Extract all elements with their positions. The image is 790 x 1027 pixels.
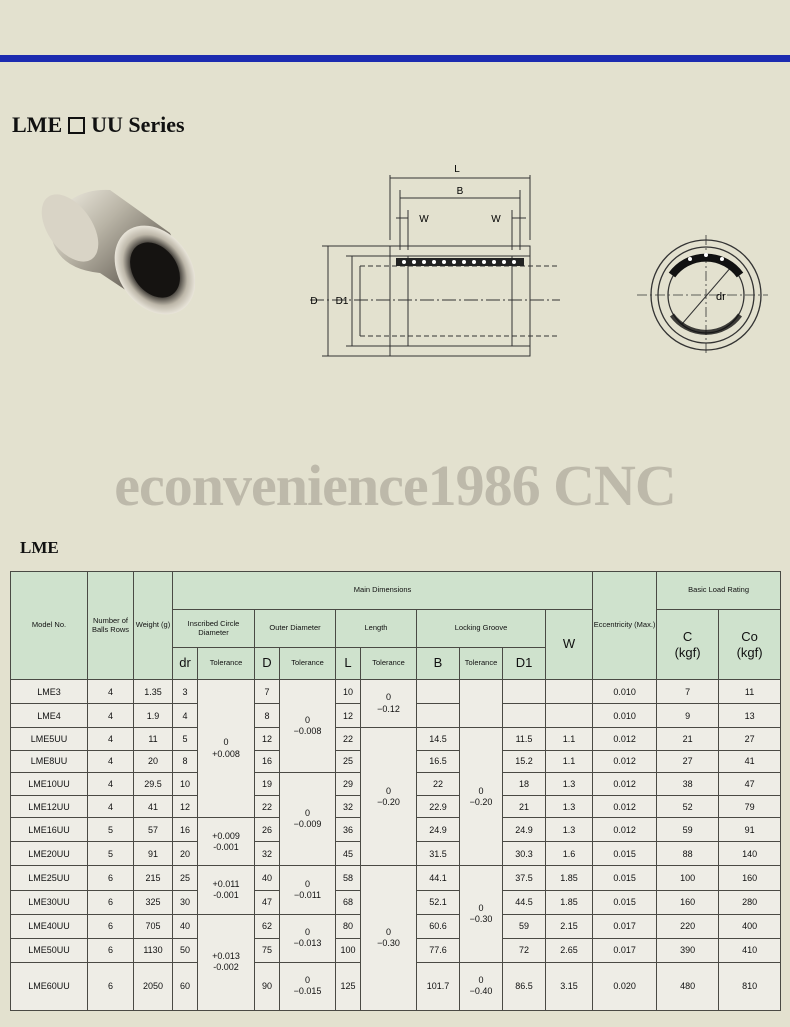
cell-c: 220 — [657, 914, 719, 938]
cell-l: 29 — [336, 773, 361, 796]
cell-model: LME12UU — [11, 795, 88, 818]
cell-d: 47 — [255, 890, 280, 914]
tolerance-upper: 0 — [304, 714, 310, 725]
cell-weight: 29.5 — [134, 773, 173, 796]
cell-c: 160 — [657, 890, 719, 914]
cell-c: 59 — [657, 818, 719, 842]
cell-eccentricity: 0.017 — [593, 914, 657, 938]
tolerance-lower: −0.009 — [293, 819, 322, 830]
tolerance-upper: 0 — [223, 737, 229, 748]
bearing-photo — [30, 178, 195, 323]
cell-co: 79 — [719, 795, 781, 818]
cell-dr: 5 — [173, 728, 198, 751]
cell-c: 38 — [657, 773, 719, 796]
cell-l: 25 — [336, 750, 361, 773]
dim-label-B: B — [456, 186, 464, 197]
cell-d1: 18 — [503, 773, 546, 796]
cell-balls-rows: 4 — [88, 680, 134, 704]
tolerance-dr-cell — [198, 866, 255, 914]
cell-l: 10 — [336, 680, 361, 704]
cell-balls-rows: 6 — [88, 890, 134, 914]
cell-b: 77.6 — [417, 938, 460, 962]
cell-d: 7 — [255, 680, 280, 704]
header-length: Length — [336, 610, 417, 648]
cell-l: 80 — [336, 914, 361, 938]
header-dr: dr — [173, 648, 198, 680]
cell-balls-rows: 4 — [88, 728, 134, 751]
cell-co: 41 — [719, 750, 781, 773]
cell-w: 1.6 — [546, 842, 593, 866]
cell-c: 52 — [657, 795, 719, 818]
cell-d: 8 — [255, 704, 280, 728]
cell-weight: 57 — [134, 818, 173, 842]
cell-weight: 1.35 — [134, 680, 173, 704]
tolerance-d-cell — [280, 914, 336, 962]
cell-d1: 30.3 — [503, 842, 546, 866]
tolerance-dr-cell — [198, 914, 255, 1010]
cell-balls-rows: 4 — [88, 773, 134, 796]
cell-weight: 91 — [134, 842, 173, 866]
cell-b — [417, 704, 460, 728]
cell-l: 100 — [336, 938, 361, 962]
cell-d1: 59 — [503, 914, 546, 938]
cell-c: 9 — [657, 704, 719, 728]
dim-label-D: D — [310, 296, 318, 307]
cell-d: 62 — [255, 914, 280, 938]
cell-co: 810 — [719, 962, 781, 1010]
cell-b: 22.9 — [417, 795, 460, 818]
tolerance-upper: 0 — [478, 902, 484, 913]
tolerance-b-cell — [460, 680, 503, 728]
series-prefix: LME — [12, 112, 63, 137]
tolerance-upper: +0.009 — [212, 830, 240, 841]
cell-d1: 72 — [503, 938, 546, 962]
dim-label-W-right: W — [491, 214, 501, 225]
cell-co: 140 — [719, 842, 781, 866]
tolerance-lower: −0.015 — [293, 986, 322, 997]
cell-w: 1.1 — [546, 728, 593, 751]
cell-b: 14.5 — [417, 728, 460, 751]
cell-w: 2.15 — [546, 914, 593, 938]
cell-model: LME4 — [11, 704, 88, 728]
dim-label-W-left: W — [419, 214, 429, 225]
cell-l: 125 — [336, 962, 361, 1010]
cell-eccentricity: 0.010 — [593, 680, 657, 704]
cell-eccentricity: 0.012 — [593, 795, 657, 818]
cell-dr: 20 — [173, 842, 198, 866]
header-model: Model No. — [11, 572, 88, 680]
cell-eccentricity: 0.015 — [593, 890, 657, 914]
header-load-rating: Basic Load Rating — [657, 572, 781, 610]
header-inscribed: Inscribed Circle Diameter — [173, 610, 255, 648]
cell-l: 68 — [336, 890, 361, 914]
cell-dr: 60 — [173, 962, 198, 1010]
cell-balls-rows: 4 — [88, 750, 134, 773]
cell-weight: 1.9 — [134, 704, 173, 728]
cell-weight: 215 — [134, 866, 173, 890]
header-w: W — [546, 610, 593, 680]
cell-b: 16.5 — [417, 750, 460, 773]
cell-model: LME40UU — [11, 914, 88, 938]
cell-co: 91 — [719, 818, 781, 842]
cell-b: 31.5 — [417, 842, 460, 866]
header-b: B — [417, 648, 460, 680]
cell-d1: 15.2 — [503, 750, 546, 773]
tolerance-upper: 0 — [304, 975, 310, 986]
tolerance-upper: 0 — [478, 785, 484, 796]
cell-co: 11 — [719, 680, 781, 704]
cell-d1 — [503, 704, 546, 728]
tolerance-lower: −0.20 — [469, 796, 493, 807]
tolerance-dr-cell — [198, 680, 255, 818]
header-co: Co (kgf) — [719, 610, 781, 680]
cell-b: 44.1 — [417, 866, 460, 890]
series-suffix: UU Series — [91, 112, 185, 137]
cell-d: 19 — [255, 773, 280, 796]
tolerance-lower: −0.30 — [469, 914, 493, 925]
cell-weight: 41 — [134, 795, 173, 818]
cell-d1: 24.9 — [503, 818, 546, 842]
cell-eccentricity: 0.012 — [593, 750, 657, 773]
tolerance-lower: -0.002 — [213, 962, 239, 973]
tolerance-upper: 0 — [385, 926, 391, 937]
cell-dr: 30 — [173, 890, 198, 914]
tolerance-d-cell — [280, 962, 336, 1010]
cell-w: 1.3 — [546, 773, 593, 796]
cell-d1: 44.5 — [503, 890, 546, 914]
tolerance-lower: -0.001 — [213, 841, 239, 852]
series-title — [12, 112, 185, 138]
cell-b: 60.6 — [417, 914, 460, 938]
cell-eccentricity: 0.010 — [593, 704, 657, 728]
header-eccentricity: Eccentricity (Max.) — [593, 572, 657, 680]
cell-eccentricity: 0.017 — [593, 938, 657, 962]
cell-b: 22 — [417, 773, 460, 796]
cell-dr: 8 — [173, 750, 198, 773]
cell-d1 — [503, 680, 546, 704]
cell-d: 26 — [255, 818, 280, 842]
cell-eccentricity: 0.012 — [593, 728, 657, 751]
cell-l: 36 — [336, 818, 361, 842]
cell-w: 1.3 — [546, 818, 593, 842]
header-d-tolerance: Tolerance — [280, 648, 336, 680]
cell-c: 7 — [657, 680, 719, 704]
header-balls-rows: Number of Balls Rows — [88, 572, 134, 680]
dim-label-L: L — [454, 164, 460, 175]
dim-label-D1: D1 — [335, 296, 349, 307]
table-row — [11, 866, 781, 890]
dim-label-dr: dr — [716, 291, 726, 303]
cell-model: LME16UU — [11, 818, 88, 842]
tolerance-upper: 0 — [478, 975, 484, 986]
tolerance-lower: +0.008 — [212, 748, 240, 759]
cell-dr: 25 — [173, 866, 198, 890]
cell-c: 21 — [657, 728, 719, 751]
cell-model: LME20UU — [11, 842, 88, 866]
tolerance-l-cell — [361, 680, 417, 728]
cell-d1: 37.5 — [503, 866, 546, 890]
header-c: C (kgf) — [657, 610, 719, 680]
cell-d: 16 — [255, 750, 280, 773]
watermark-text: econvenience1986 CNC — [114, 453, 676, 518]
table-row — [11, 680, 781, 704]
cell-d: 40 — [255, 866, 280, 890]
header-main-dimensions: Main Dimensions — [173, 572, 593, 610]
cell-d: 90 — [255, 962, 280, 1010]
cell-l: 22 — [336, 728, 361, 751]
cell-d1: 86.5 — [503, 962, 546, 1010]
placeholder-box-icon — [68, 117, 85, 134]
tolerance-b-cell — [460, 728, 503, 866]
tolerance-lower: −0.30 — [377, 938, 400, 949]
tolerance-upper: 0 — [385, 785, 391, 796]
cell-b: 52.1 — [417, 890, 460, 914]
cell-l: 32 — [336, 795, 361, 818]
cell-w: 1.85 — [546, 890, 593, 914]
cell-weight: 705 — [134, 914, 173, 938]
tolerance-lower: −0.013 — [293, 938, 322, 949]
cell-eccentricity: 0.012 — [593, 773, 657, 796]
cell-dr: 10 — [173, 773, 198, 796]
cell-balls-rows: 6 — [88, 914, 134, 938]
cell-d: 12 — [255, 728, 280, 751]
cell-w: 3.15 — [546, 962, 593, 1010]
cell-d: 22 — [255, 795, 280, 818]
cell-dr: 4 — [173, 704, 198, 728]
cell-model: LME60UU — [11, 962, 88, 1010]
tolerance-upper: +0.011 — [212, 878, 240, 889]
cell-d1: 11.5 — [503, 728, 546, 751]
cell-c: 27 — [657, 750, 719, 773]
cell-balls-rows: 6 — [88, 962, 134, 1010]
side-view-diagram — [300, 160, 560, 360]
cell-c: 100 — [657, 866, 719, 890]
header-outer: Outer Diameter — [255, 610, 336, 648]
cell-model: LME5UU — [11, 728, 88, 751]
tolerance-b-cell — [460, 962, 503, 1010]
cell-co: 47 — [719, 773, 781, 796]
cell-balls-rows: 5 — [88, 818, 134, 842]
header-b-tolerance: Tolerance — [460, 648, 503, 680]
cell-eccentricity: 0.012 — [593, 818, 657, 842]
cell-d: 75 — [255, 938, 280, 962]
cell-dr: 16 — [173, 818, 198, 842]
tolerance-dr-cell — [198, 818, 255, 866]
cell-d1: 21 — [503, 795, 546, 818]
cell-model: LME30UU — [11, 890, 88, 914]
cell-dr: 3 — [173, 680, 198, 704]
end-view-diagram — [632, 230, 772, 360]
header-locking-groove: Locking Groove — [417, 610, 546, 648]
cell-weight: 1130 — [134, 938, 173, 962]
tolerance-upper: 0 — [304, 808, 310, 819]
cell-co: 13 — [719, 704, 781, 728]
cell-w — [546, 680, 593, 704]
cell-weight: 2050 — [134, 962, 173, 1010]
cell-dr: 40 — [173, 914, 198, 938]
tolerance-upper: 0 — [385, 692, 391, 703]
tolerance-lower: −0.40 — [469, 986, 493, 997]
cell-b: 101.7 — [417, 962, 460, 1010]
cell-w — [546, 704, 593, 728]
cell-co: 160 — [719, 866, 781, 890]
tolerance-upper: 0 — [304, 926, 310, 937]
cell-c: 88 — [657, 842, 719, 866]
tolerance-d-cell — [280, 773, 336, 866]
cell-eccentricity: 0.020 — [593, 962, 657, 1010]
cell-balls-rows: 4 — [88, 795, 134, 818]
cell-w: 1.1 — [546, 750, 593, 773]
tolerance-upper: +0.013 — [212, 951, 240, 962]
cell-w: 1.3 — [546, 795, 593, 818]
cell-balls-rows: 5 — [88, 842, 134, 866]
tolerance-lower: −0.20 — [377, 796, 400, 807]
cell-balls-rows: 6 — [88, 938, 134, 962]
header-weight: Weight (g) — [134, 572, 173, 680]
cell-model: LME8UU — [11, 750, 88, 773]
tolerance-lower: −0.011 — [293, 890, 322, 901]
cell-model: LME50UU — [11, 938, 88, 962]
cell-model: LME10UU — [11, 773, 88, 796]
cell-w: 2.65 — [546, 938, 593, 962]
tolerance-lower: −0.008 — [293, 726, 322, 737]
cell-c: 480 — [657, 962, 719, 1010]
cell-co: 27 — [719, 728, 781, 751]
cell-eccentricity: 0.015 — [593, 866, 657, 890]
cell-b: 24.9 — [417, 818, 460, 842]
tolerance-lower: −0.12 — [377, 703, 400, 714]
tolerance-l-cell — [361, 866, 417, 1011]
header-dr-tolerance: Tolerance — [198, 648, 255, 680]
top-accent-bar — [0, 55, 790, 62]
tolerance-lower: -0.001 — [213, 890, 239, 901]
tolerance-b-cell — [460, 866, 503, 962]
cell-co: 400 — [719, 914, 781, 938]
cell-co: 280 — [719, 890, 781, 914]
cell-dr: 50 — [173, 938, 198, 962]
tolerance-l-cell — [361, 728, 417, 866]
cell-dr: 12 — [173, 795, 198, 818]
cell-c: 390 — [657, 938, 719, 962]
header-l: L — [336, 648, 361, 680]
cell-weight: 325 — [134, 890, 173, 914]
header-d: D — [255, 648, 280, 680]
cell-balls-rows: 4 — [88, 704, 134, 728]
tolerance-d-cell — [280, 680, 336, 773]
table-row — [11, 728, 781, 751]
cell-l: 58 — [336, 866, 361, 890]
cell-eccentricity: 0.015 — [593, 842, 657, 866]
tolerance-d-cell — [280, 866, 336, 914]
section-label: LME — [20, 538, 59, 557]
cell-b — [417, 680, 460, 704]
cell-model: LME3 — [11, 680, 88, 704]
cell-co: 410 — [719, 938, 781, 962]
cell-weight: 11 — [134, 728, 173, 751]
header-l-tolerance: Tolerance — [361, 648, 417, 680]
header-d1: D1 — [503, 648, 546, 680]
cell-d: 32 — [255, 842, 280, 866]
cell-l: 45 — [336, 842, 361, 866]
cell-l: 12 — [336, 704, 361, 728]
cell-model: LME25UU — [11, 866, 88, 890]
cell-weight: 20 — [134, 750, 173, 773]
cell-balls-rows: 6 — [88, 866, 134, 890]
spec-table — [10, 571, 781, 1011]
tolerance-upper: 0 — [304, 878, 310, 889]
cell-w: 1.85 — [546, 866, 593, 890]
